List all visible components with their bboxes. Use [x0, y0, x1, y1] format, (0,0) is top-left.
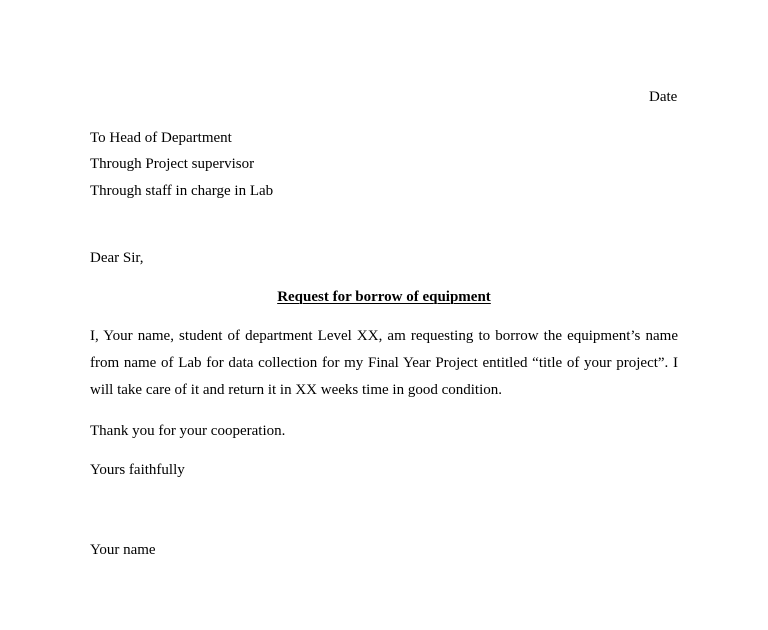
closing-line: Yours faithfully — [90, 462, 185, 478]
body-paragraph: I, Your name, student of department Level XX, am requesting to borrow the equipment’s name from name of Lab for data collection for my Final Year Project entitled “title of your project”. I will take care of it and return it in XX weeks time in good condition. — [90, 328, 678, 398]
recipient-line-lab-staff: Through staff in charge in Lab — [90, 183, 274, 199]
thanks-line: Thank you for your cooperation. — [90, 423, 286, 439]
salutation: Dear Sir, — [90, 250, 144, 266]
signature-name: Your name — [90, 542, 156, 558]
recipient-line-project-supervisor: Through Project supervisor — [90, 156, 255, 172]
subject-text: Request for borrow of equipment — [277, 289, 491, 305]
recipient-line-head-of-department: To Head of Department — [90, 130, 232, 146]
subject-line — [90, 287, 678, 307]
letter-date: Date — [649, 89, 678, 105]
